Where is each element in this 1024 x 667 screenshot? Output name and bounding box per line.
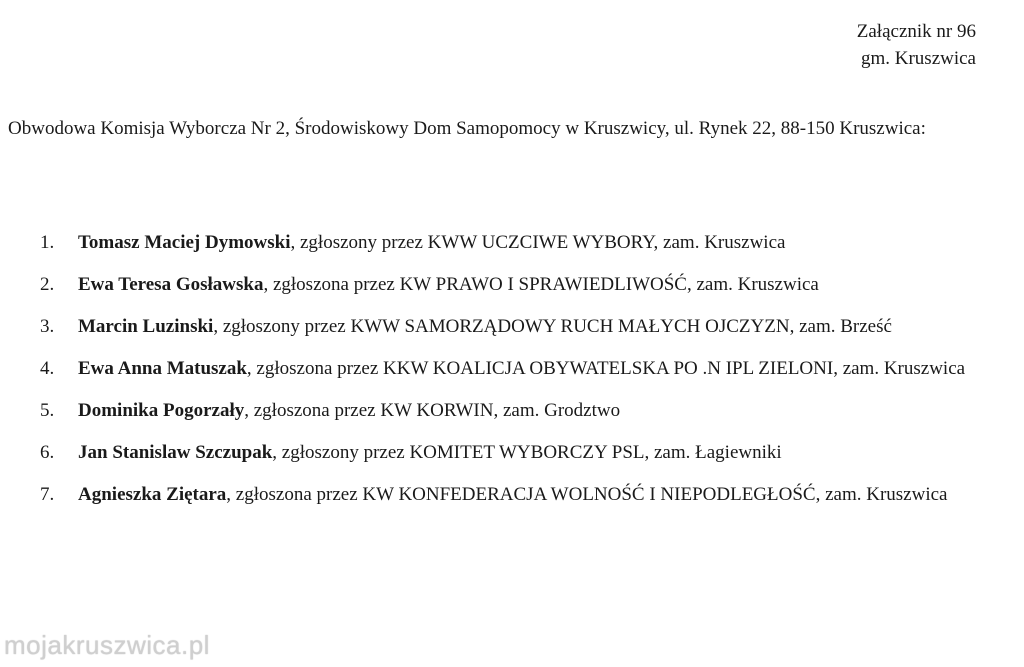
item-number: 6.: [40, 442, 55, 463]
list-item: [40, 269, 980, 301]
list-item: [40, 437, 980, 469]
attachment-number: Załącznik nr 96: [856, 21, 976, 42]
member-details: , zgłoszony przez KWW UCZCIWE WYBORY, zam. Kruszwica: [290, 232, 786, 253]
item-number: 3.: [40, 316, 55, 337]
municipality: gm. Kruszwica: [860, 48, 976, 69]
item-number: 1.: [40, 232, 55, 253]
item-number: 2.: [40, 274, 55, 295]
member-details: , zgłoszona przez KW KONFEDERACJA WOLNOŚĆ I NIEPODLEGŁOŚĆ, zam. Kruszwica: [226, 484, 948, 505]
member-details: , zgłoszona przez KW KORWIN, zam. Grodztwo: [244, 400, 621, 421]
list-item: [40, 311, 980, 343]
item-number: 7.: [40, 484, 55, 505]
commission-intro: Obwodowa Komisja Wyborcza Nr 2, Środowiskowy Dom Samopomocy w Kruszwicy, ul. Rynek 22, 88-150 Kruszwica:: [8, 118, 926, 139]
member-name: Marcin Luzinski: [78, 316, 214, 337]
member-name: Tomasz Maciej Dymowski: [78, 232, 291, 253]
list-item: [40, 395, 980, 427]
list-item: [40, 227, 980, 259]
list-item: [40, 479, 980, 511]
member-details: , zgłoszony przez KOMITET WYBORCZY PSL, zam. Łagiewniki: [272, 442, 782, 463]
item-number: 4.: [40, 358, 55, 379]
member-name: Dominika Pogorzały: [78, 400, 245, 421]
member-details: , zgłoszona przez KW PRAWO I SPRAWIEDLIWOŚĆ, zam. Kruszwica: [263, 274, 819, 295]
member-details: , zgłoszony przez KWW SAMORZĄDOWY RUCH MAŁYCH OJCZYZN, zam. Brześć: [213, 316, 892, 337]
member-name: Ewa Teresa Gosławska: [78, 274, 264, 295]
members-list: [40, 227, 980, 521]
member-details: , zgłoszona przez KKW KOALICJA OBYWATELSKA PO .N IPL ZIELONI, zam. Kruszwica: [246, 358, 966, 379]
list-item: [40, 353, 980, 385]
item-number: 5.: [40, 400, 55, 421]
member-name: Agnieszka Ziętara: [78, 484, 227, 505]
attachment-header: [857, 18, 976, 72]
member-name: Jan Stanislaw Szczupak: [78, 442, 273, 463]
member-name: Ewa Anna Matuszak: [78, 358, 247, 379]
site-watermark: mojakruszwica.pl: [4, 630, 210, 660]
